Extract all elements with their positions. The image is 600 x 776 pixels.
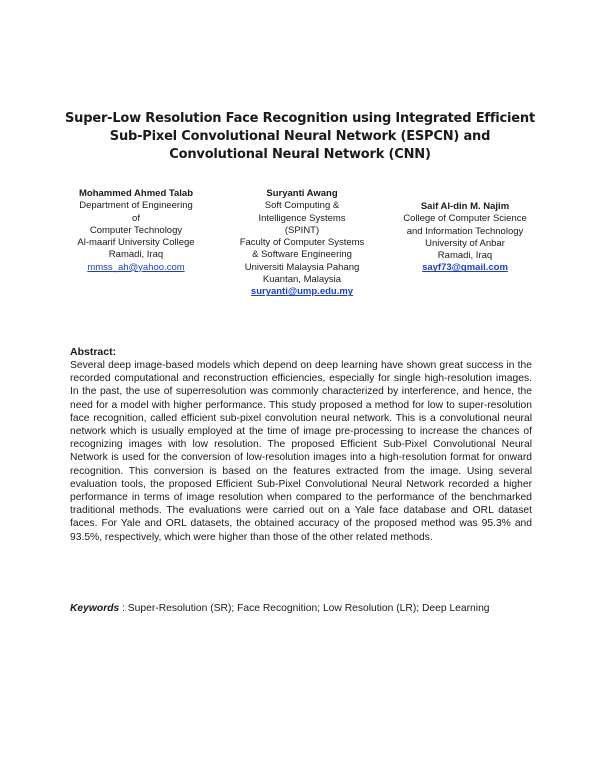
author-affiliation-line: Intelligence Systems — [258, 212, 346, 224]
author-affiliation-line: of — [132, 212, 140, 224]
paper-title: Super-Low Resolution Face Recognition using Integrated Efficient Sub-Pixel Convolutional Neural Network (ESPCN) and Convolutional Neural Network (CNN) — [65, 111, 535, 162]
author-block-2 — [228, 188, 376, 299]
author-affiliation-line: Al-maarif University College — [77, 237, 195, 249]
author-affiliation-line: Computer Technology — [89, 224, 183, 236]
keywords-text: : Super-Resolution (SR); Face Recognition; Low Resolution (LR); Deep Learning — [119, 603, 490, 614]
author-affiliation-line: Faculty of Computer Systems — [239, 237, 365, 249]
abstract-text: Several deep image-based models which depend on deep learning have shown great success in the recorded computational and reconstruction efficiencies, especially for single high-resolution images. In the past, the use of superresolution was commonly characterized by interference, and hence, the need for a model with higher performance. This study proposed a method for low to super-resolution face recognition, called efficient sub-pixel convolution neural network. This is a convolutional neural network which is usually employed at the time of image pre-processing to increase the chances of recognizing images with low resolution. The proposed Efficient Sub-Pixel Convolutional Neural Network is used for the conversion of low-resolution images into a high-resolution format for onward recognition. This conversion is based on the features extracted from the image. Using several evaluation tools, the proposed Efficient Sub-Pixel Convolutional Neural Network recorded a higher performance in terms of image resolution when compared to the performance of the benchmarked traditional methods. The evaluations were carried out on a Yale face database and ORL dataset faces. For Yale and ORL datasets, the obtained accuracy of the proposed method was 95.3% and 93.5%, respectively, which were higher than those of the other related methods. — [70, 360, 532, 543]
author-affiliation-line: (SPINT) — [284, 224, 320, 236]
author-affiliation-line: Universiti Malaysia Pahang — [244, 261, 360, 273]
keywords-line — [70, 602, 540, 615]
author-name: Suryanti Awang — [266, 188, 338, 199]
author-block-3 — [390, 201, 540, 275]
author-affiliation-line: Ramadi, Iraq — [437, 250, 493, 262]
author-name: Mohammed Ahmed Talab — [78, 188, 193, 199]
author-affiliation-line: College of Computer Science — [403, 213, 527, 225]
keywords-label: Keywords — [70, 603, 120, 614]
author-affiliation-line: Soft Computing & — [264, 200, 340, 212]
author-email-link[interactable]: mmss_ah@yahoo.com — [87, 261, 185, 273]
author-affiliation-line: and Information Technology — [406, 225, 524, 237]
author-affiliation-line: Kuantan, Malaysia — [262, 274, 342, 286]
author-affiliation-line: & Software Engineering — [252, 249, 352, 261]
author-name: Saif Al-din M. Najim — [420, 201, 510, 212]
author-affiliation-line: Department of Engineering — [79, 200, 193, 212]
author-affiliation-line: Ramadi, Iraq — [108, 249, 164, 261]
author-affiliation-line: University of Anbar — [425, 237, 505, 249]
author-block-1 — [62, 188, 210, 274]
abstract-heading: Abstract: — [70, 346, 117, 358]
author-email-link[interactable]: sayf73@gmail.com — [422, 262, 508, 274]
author-email-link[interactable]: suryanti@ump.edu.my — [250, 286, 354, 298]
